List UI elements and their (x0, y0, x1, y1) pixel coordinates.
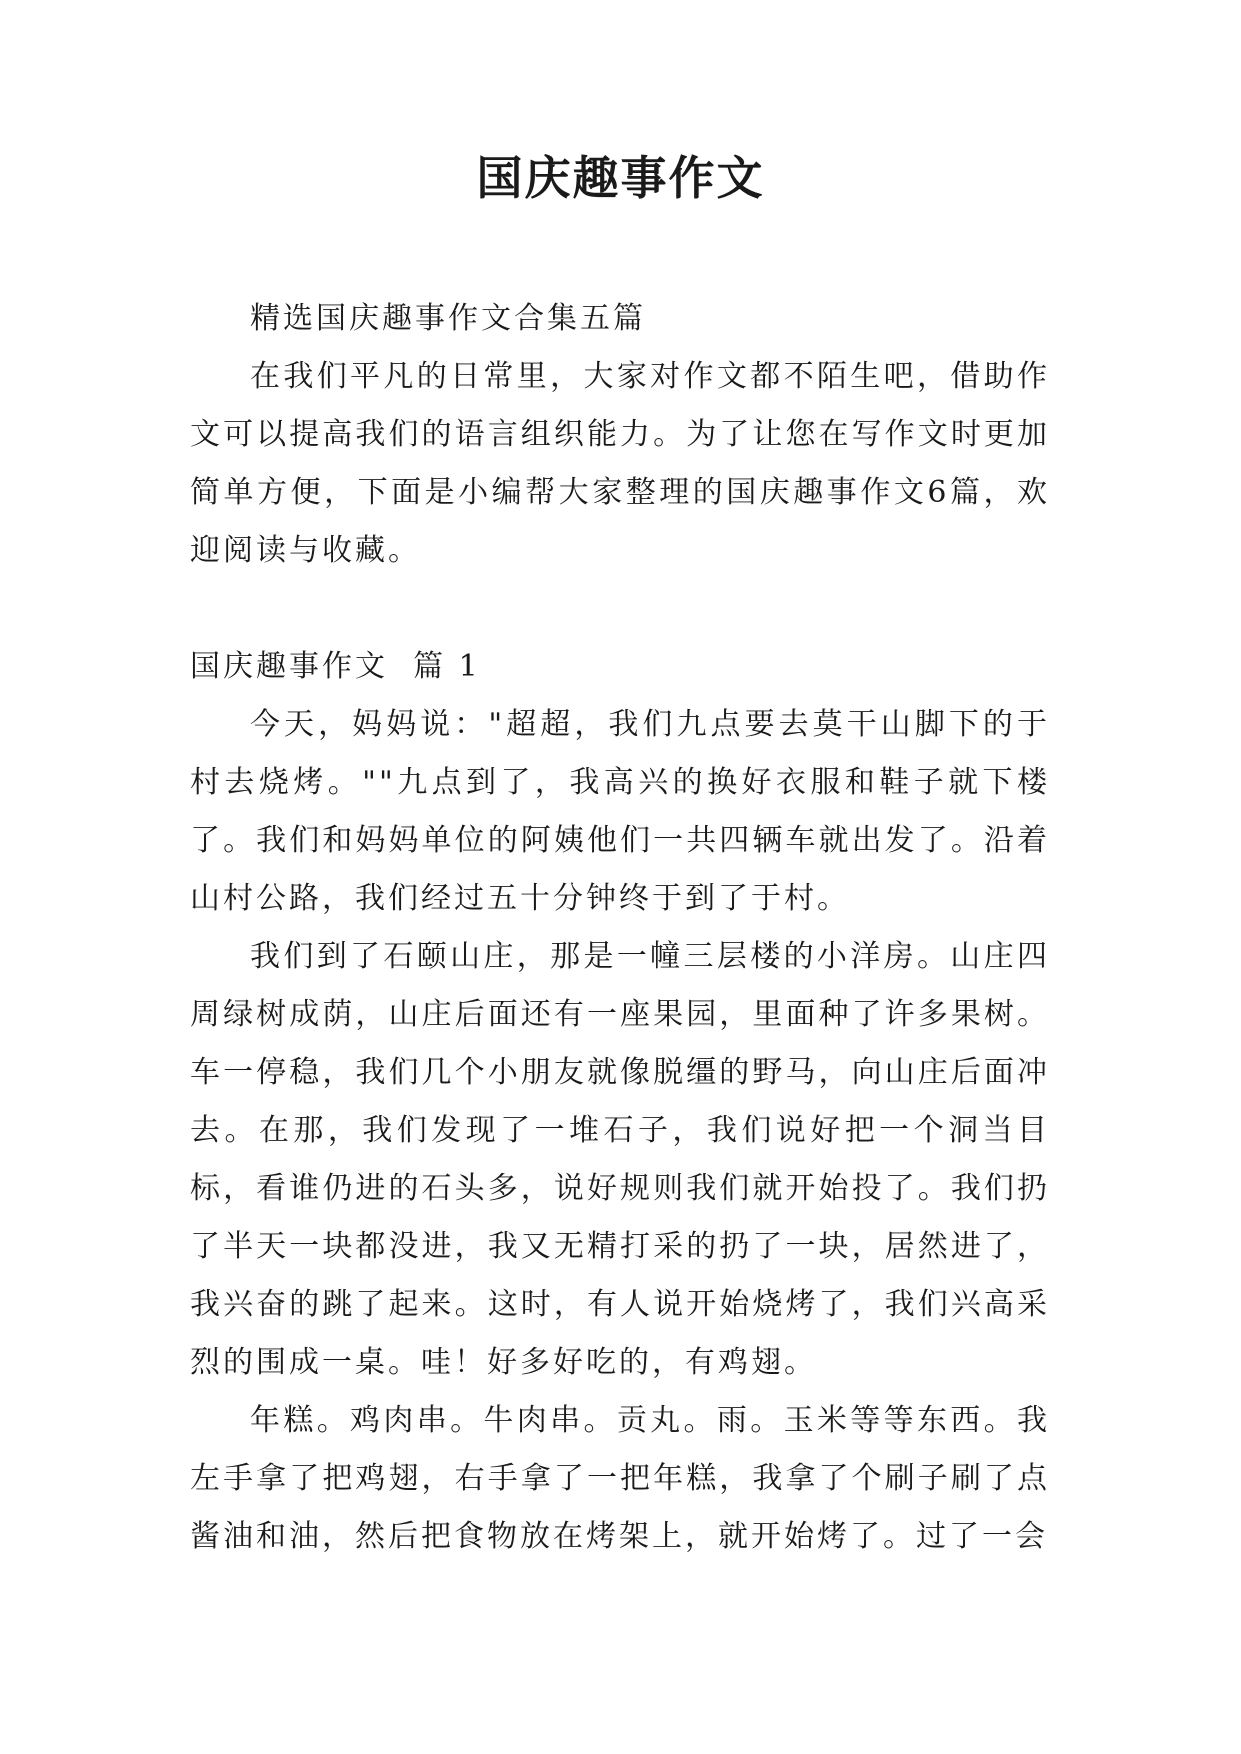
document-title: 国庆趣事作文 (476, 151, 765, 205)
body-paragraph: 今天，妈妈说："超超，我们九点要去莫干山脚下的于村去烧烤。""九点到了，我高兴的换好衣服和鞋子就下楼了。我们和妈妈单位的阿姨他们一共四辆车就出发了。沿着山村公路，我们经过五十分钟终于到了于村。 (190, 707, 1050, 916)
body-paragraph: 年糕。鸡肉串。牛肉串。贡丸。雨。玉米等等东西。我左手拿了把鸡翅，右手拿了一把年糕，我拿了个刷子刷了点酱油和油，然后把食物放在烤架上，就开始烤了。过了一会 (190, 1403, 1050, 1554)
section-heading: 国庆趣事作文 篇 1 (190, 649, 481, 684)
document-body (190, 290, 1050, 1566)
body-paragraph: 我们到了石颐山庄，那是一幢三层楼的小洋房。山庄四周绿树成荫，山庄后面还有一座果园，里面种了许多果树。车一停稳，我们几个小朋友就像脱缰的野马，向山庄后面冲去。在那，我们发现了一堆石子，我们说好把一个洞当目标，看谁仍进的石头多，说好规则我们就开始投了。我们扔了半天一块都没进，我又无精打采的扔了一块，居然进了，我兴奋的跳了起来。这时，有人说开始烧烤了，我们兴高采烈的围成一桌。哇！好多好吃的，有鸡翅。 (190, 939, 1050, 1380)
section-spacer (190, 580, 1050, 638)
intro-paragraph: 在我们平凡的日常里，大家对作文都不陌生吧，借助作文可以提高我们的语言组织能力。为了让您在写作文时更加简单方便，下面是小编帮大家整理的国庆趣事作文6篇，欢迎阅读与收藏。 (190, 359, 1050, 568)
document-subtitle: 精选国庆趣事作文合集五篇 (250, 301, 646, 336)
